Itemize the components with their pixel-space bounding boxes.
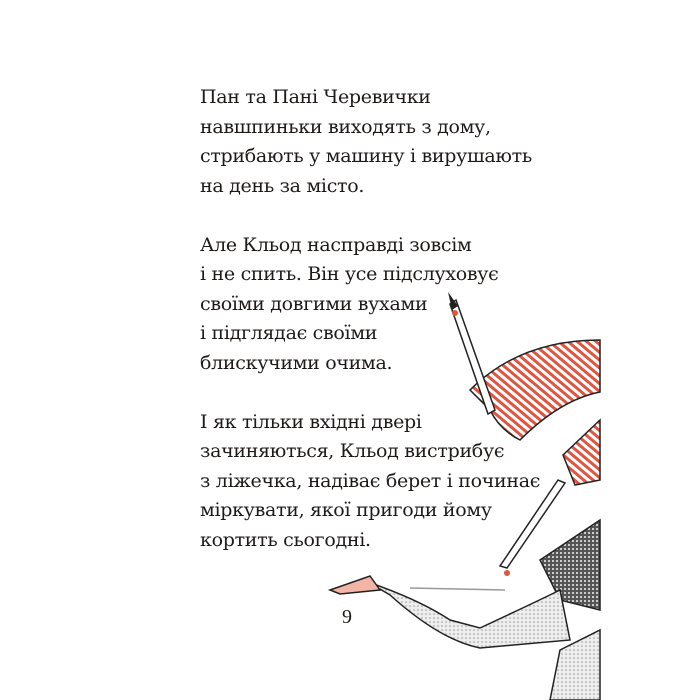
page-number: 9: [342, 606, 352, 628]
text-line: кортить сьогодні.: [200, 528, 371, 551]
bow-icon: [452, 310, 458, 316]
text-line: і підглядає своїми: [200, 322, 378, 344]
text-line: Але Кльод насправді зовсім: [200, 233, 472, 256]
text-line: з ліжечка, надіває берет і починає: [200, 469, 541, 492]
shoe-icon: [330, 576, 380, 594]
text-line: і не спить. Він усе підслуховує: [200, 263, 499, 285]
text-line: І як тільки вхідні двері: [200, 410, 422, 433]
text-line: блискучими очима.: [200, 351, 393, 374]
text-line: зачиняються, Кльод вистрибує: [200, 440, 505, 462]
striped-arm: [448, 292, 600, 485]
text-line: навшпиньки виходять з дому,: [200, 115, 491, 138]
text-line: Пан та Пані Черевички: [200, 86, 431, 108]
leg: [330, 480, 600, 700]
motion-line: [410, 588, 505, 590]
text-line: своїми довгими вухами: [200, 292, 428, 315]
text-line: стрибають у машину і вирушають: [200, 145, 532, 167]
text-line: міркувати, якої пригоди йому: [200, 499, 492, 521]
text-line: на день за місто.: [200, 174, 365, 197]
